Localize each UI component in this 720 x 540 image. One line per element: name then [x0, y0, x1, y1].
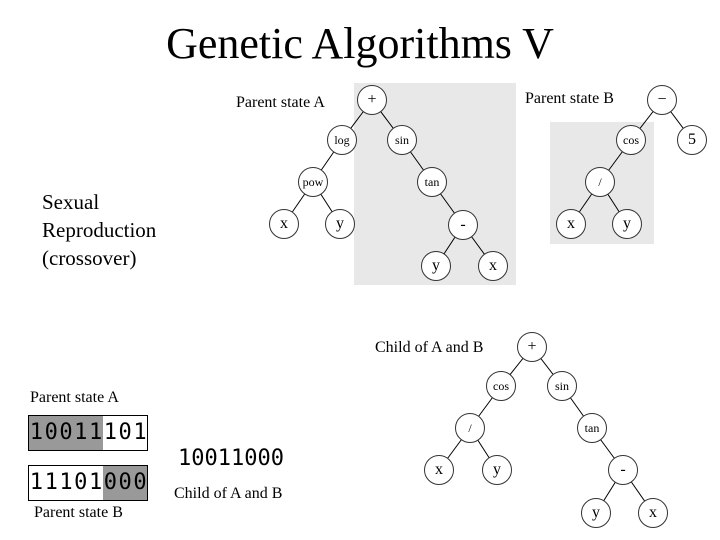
- binary-parent-a: [28, 415, 148, 451]
- tree-b-node-5: 5: [677, 125, 707, 155]
- bit: 1: [44, 470, 58, 495]
- bit: 1: [103, 420, 117, 445]
- tree-a-node-y: y: [325, 209, 355, 239]
- bit: 0: [118, 466, 133, 500]
- tree-a-node-pow: pow: [298, 167, 328, 197]
- child-node-x: x: [424, 455, 454, 485]
- tree-a-node-x: x: [269, 209, 299, 239]
- crossover-label-line-2: Reproduction: [42, 218, 157, 242]
- tree-a-node-sin: sin: [387, 125, 417, 155]
- tree-b-node-cos: cos: [616, 125, 646, 155]
- child-node-tan: tan: [577, 413, 607, 443]
- tree-a-node-log: log: [327, 125, 357, 155]
- child-node-div: /: [455, 413, 485, 443]
- crossover-label-line-3: (crossover): [42, 246, 137, 270]
- tree-b-node-x: x: [556, 209, 586, 239]
- bit: 1: [88, 416, 103, 450]
- page-title: Genetic Algorithms V: [166, 19, 554, 68]
- bit: 0: [59, 416, 74, 450]
- bit: 1: [29, 416, 44, 450]
- tree-a-node-tan: tan: [417, 167, 447, 197]
- tree-a-node-root: +: [357, 85, 387, 115]
- binary-parent-a-label: Parent state A: [30, 389, 119, 406]
- bit: 0: [118, 420, 132, 445]
- child-node-y2: y: [581, 498, 611, 528]
- crossover-label-line-1: Sexual: [42, 190, 100, 214]
- tree-a-node-minus: -: [448, 210, 478, 240]
- bit: 0: [44, 416, 59, 450]
- tree-b-node-y: y: [612, 209, 642, 239]
- tree-a-node-x2: x: [478, 251, 508, 281]
- bit: 0: [103, 466, 118, 500]
- child-node-y: y: [482, 455, 512, 485]
- bit: 1: [73, 416, 88, 450]
- child-node-cos: cos: [486, 371, 516, 401]
- binary-child-label: Child of A and B: [174, 485, 283, 502]
- tree-b-node-div: /: [585, 167, 615, 197]
- bit: 0: [74, 470, 88, 495]
- child-tree-label: Child of A and B: [375, 339, 484, 356]
- binary-child: 10011000: [178, 446, 284, 471]
- bit: 1: [133, 420, 147, 445]
- tree-b-label: Parent state B: [525, 90, 614, 107]
- bit: 1: [88, 470, 103, 495]
- child-node-x2: x: [638, 498, 668, 528]
- binary-parent-b-label: Parent state B: [34, 504, 123, 521]
- bit: 0: [133, 466, 148, 500]
- tree-b-node-root: −: [647, 85, 677, 115]
- child-node-minus: -: [608, 455, 638, 485]
- tree-a-node-y2: y: [421, 251, 451, 281]
- child-node-root: +: [517, 332, 547, 362]
- child-node-sin: sin: [547, 371, 577, 401]
- bit: 1: [29, 470, 44, 495]
- tree-a-label: Parent state A: [236, 94, 325, 111]
- bit: 1: [59, 470, 73, 495]
- binary-parent-b: [28, 465, 148, 501]
